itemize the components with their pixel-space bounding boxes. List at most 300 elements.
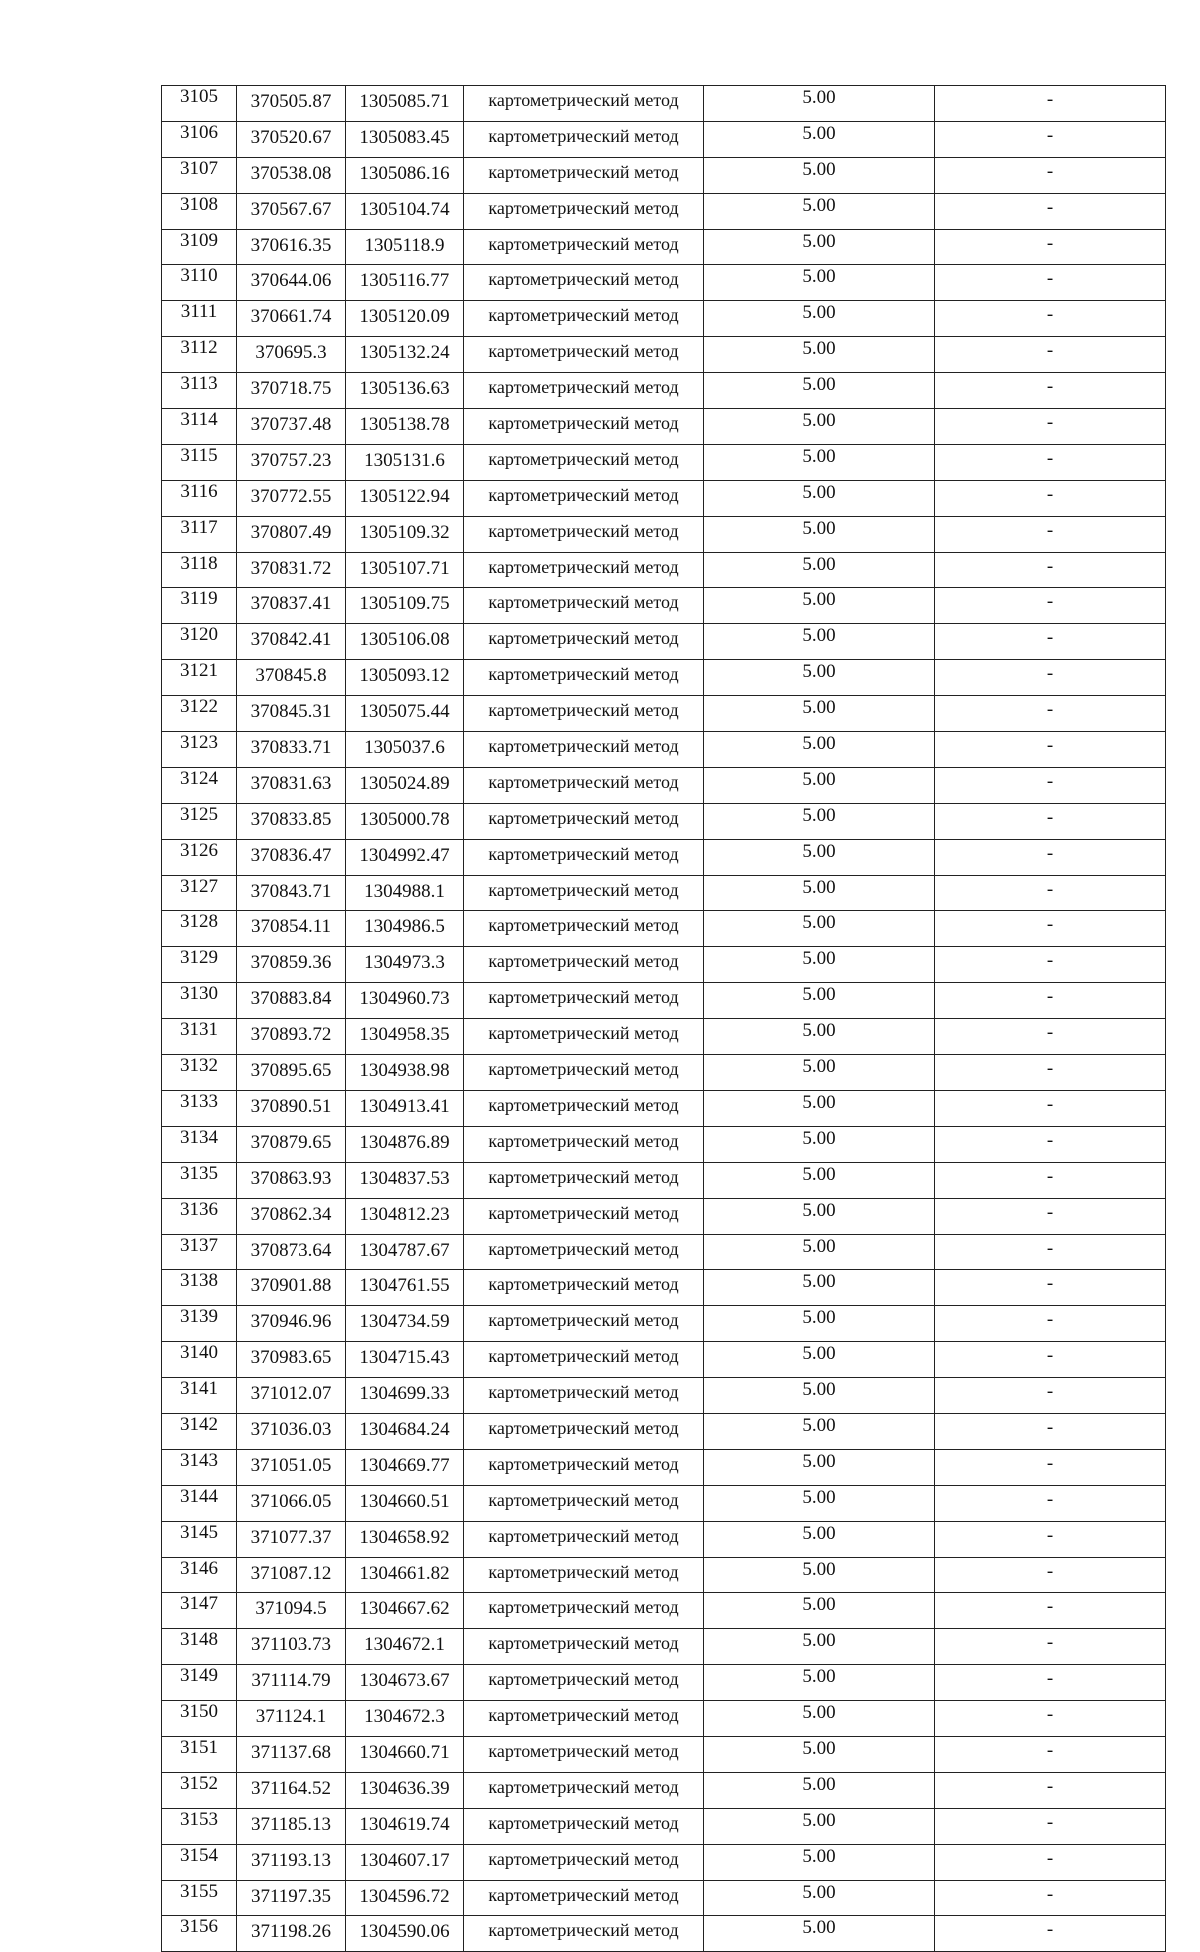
y-coordinate-cell: 1304660.51 bbox=[346, 1485, 464, 1521]
method-cell: картометрический метод bbox=[464, 803, 704, 839]
method-cell: картометрический метод bbox=[464, 1665, 704, 1701]
x-coordinate-cell: 370845.31 bbox=[237, 696, 346, 732]
description-cell: - bbox=[935, 624, 1166, 660]
point-number-cell: 3146 bbox=[162, 1557, 237, 1593]
point-number-cell: 3128 bbox=[162, 911, 237, 947]
x-coordinate-cell: 370807.49 bbox=[237, 516, 346, 552]
point-number-cell: 3137 bbox=[162, 1234, 237, 1270]
point-number-cell: 3153 bbox=[162, 1808, 237, 1844]
method-cell: картометрический метод bbox=[464, 1378, 704, 1414]
x-coordinate-cell: 370831.72 bbox=[237, 552, 346, 588]
method-cell: картометрический метод bbox=[464, 1306, 704, 1342]
accuracy-cell: 5.00 bbox=[704, 1629, 935, 1665]
point-number-cell: 3131 bbox=[162, 1019, 237, 1055]
y-coordinate-cell: 1304669.77 bbox=[346, 1449, 464, 1485]
table-row bbox=[162, 1485, 1166, 1521]
y-coordinate-cell: 1305106.08 bbox=[346, 624, 464, 660]
point-number-cell: 3156 bbox=[162, 1916, 237, 1952]
table-row bbox=[162, 1449, 1166, 1485]
description-cell: - bbox=[935, 696, 1166, 732]
point-number-cell: 3148 bbox=[162, 1629, 237, 1665]
method-cell: картометрический метод bbox=[464, 337, 704, 373]
point-number-cell: 3140 bbox=[162, 1342, 237, 1378]
y-coordinate-cell: 1304960.73 bbox=[346, 983, 464, 1019]
x-coordinate-cell: 370837.41 bbox=[237, 588, 346, 624]
description-cell: - bbox=[935, 1808, 1166, 1844]
x-coordinate-cell: 370737.48 bbox=[237, 409, 346, 445]
x-coordinate-cell: 371036.03 bbox=[237, 1413, 346, 1449]
y-coordinate-cell: 1305138.78 bbox=[346, 409, 464, 445]
accuracy-cell: 5.00 bbox=[704, 409, 935, 445]
x-coordinate-cell: 370859.36 bbox=[237, 947, 346, 983]
y-coordinate-cell: 1304658.92 bbox=[346, 1521, 464, 1557]
accuracy-cell: 5.00 bbox=[704, 1198, 935, 1234]
description-cell: - bbox=[935, 193, 1166, 229]
accuracy-cell: 5.00 bbox=[704, 337, 935, 373]
accuracy-cell: 5.00 bbox=[704, 1162, 935, 1198]
point-number-cell: 3147 bbox=[162, 1593, 237, 1629]
accuracy-cell: 5.00 bbox=[704, 660, 935, 696]
point-number-cell: 3114 bbox=[162, 409, 237, 445]
y-coordinate-cell: 1304661.82 bbox=[346, 1557, 464, 1593]
description-cell: - bbox=[935, 301, 1166, 337]
y-coordinate-cell: 1305136.63 bbox=[346, 373, 464, 409]
description-cell: - bbox=[935, 1916, 1166, 1952]
accuracy-cell: 5.00 bbox=[704, 1808, 935, 1844]
point-number-cell: 3117 bbox=[162, 516, 237, 552]
method-cell: картометрический метод bbox=[464, 1413, 704, 1449]
point-number-cell: 3151 bbox=[162, 1736, 237, 1772]
table-row bbox=[162, 516, 1166, 552]
point-number-cell: 3110 bbox=[162, 265, 237, 301]
x-coordinate-cell: 370772.55 bbox=[237, 480, 346, 516]
point-number-cell: 3113 bbox=[162, 373, 237, 409]
x-coordinate-cell: 371094.5 bbox=[237, 1593, 346, 1629]
point-number-cell: 3145 bbox=[162, 1521, 237, 1557]
point-number-cell: 3108 bbox=[162, 193, 237, 229]
x-coordinate-cell: 371164.52 bbox=[237, 1772, 346, 1808]
point-number-cell: 3129 bbox=[162, 947, 237, 983]
table-row bbox=[162, 1198, 1166, 1234]
description-cell: - bbox=[935, 552, 1166, 588]
x-coordinate-cell: 370616.35 bbox=[237, 229, 346, 265]
y-coordinate-cell: 1305000.78 bbox=[346, 803, 464, 839]
point-number-cell: 3118 bbox=[162, 552, 237, 588]
point-number-cell: 3130 bbox=[162, 983, 237, 1019]
point-number-cell: 3107 bbox=[162, 157, 237, 193]
accuracy-cell: 5.00 bbox=[704, 301, 935, 337]
description-cell: - bbox=[935, 337, 1166, 373]
method-cell: картометрический метод bbox=[464, 1521, 704, 1557]
method-cell: картометрический метод bbox=[464, 1162, 704, 1198]
y-coordinate-cell: 1304938.98 bbox=[346, 1055, 464, 1091]
y-coordinate-cell: 1304590.06 bbox=[346, 1916, 464, 1952]
method-cell: картометрический метод bbox=[464, 1090, 704, 1126]
method-cell: картометрический метод bbox=[464, 588, 704, 624]
method-cell: картометрический метод bbox=[464, 767, 704, 803]
point-number-cell: 3120 bbox=[162, 624, 237, 660]
point-number-cell: 3135 bbox=[162, 1162, 237, 1198]
accuracy-cell: 5.00 bbox=[704, 1378, 935, 1414]
y-coordinate-cell: 1304958.35 bbox=[346, 1019, 464, 1055]
table-row bbox=[162, 409, 1166, 445]
point-number-cell: 3121 bbox=[162, 660, 237, 696]
description-cell: - bbox=[935, 1342, 1166, 1378]
point-number-cell: 3123 bbox=[162, 732, 237, 768]
description-cell: - bbox=[935, 875, 1166, 911]
description-cell: - bbox=[935, 1880, 1166, 1916]
description-cell: - bbox=[935, 1126, 1166, 1162]
description-cell: - bbox=[935, 373, 1166, 409]
y-coordinate-cell: 1305075.44 bbox=[346, 696, 464, 732]
method-cell: картометрический метод bbox=[464, 373, 704, 409]
x-coordinate-cell: 371124.1 bbox=[237, 1701, 346, 1737]
accuracy-cell: 5.00 bbox=[704, 121, 935, 157]
method-cell: картометрический метод bbox=[464, 911, 704, 947]
table-row bbox=[162, 1234, 1166, 1270]
y-coordinate-cell: 1304734.59 bbox=[346, 1306, 464, 1342]
accuracy-cell: 5.00 bbox=[704, 1342, 935, 1378]
point-number-cell: 3133 bbox=[162, 1090, 237, 1126]
accuracy-cell: 5.00 bbox=[704, 552, 935, 588]
accuracy-cell: 5.00 bbox=[704, 983, 935, 1019]
point-number-cell: 3134 bbox=[162, 1126, 237, 1162]
accuracy-cell: 5.00 bbox=[704, 1557, 935, 1593]
table-row bbox=[162, 480, 1166, 516]
table-row bbox=[162, 1342, 1166, 1378]
accuracy-cell: 5.00 bbox=[704, 1521, 935, 1557]
accuracy-cell: 5.00 bbox=[704, 229, 935, 265]
description-cell: - bbox=[935, 1306, 1166, 1342]
point-number-cell: 3144 bbox=[162, 1485, 237, 1521]
method-cell: картометрический метод bbox=[464, 1772, 704, 1808]
description-cell: - bbox=[935, 229, 1166, 265]
x-coordinate-cell: 370879.65 bbox=[237, 1126, 346, 1162]
y-coordinate-cell: 1305085.71 bbox=[346, 86, 464, 122]
x-coordinate-cell: 370757.23 bbox=[237, 444, 346, 480]
description-cell: - bbox=[935, 1198, 1166, 1234]
point-number-cell: 3106 bbox=[162, 121, 237, 157]
method-cell: картометрический метод bbox=[464, 193, 704, 229]
y-coordinate-cell: 1305107.71 bbox=[346, 552, 464, 588]
accuracy-cell: 5.00 bbox=[704, 1234, 935, 1270]
description-cell: - bbox=[935, 86, 1166, 122]
table-row bbox=[162, 1090, 1166, 1126]
table-row bbox=[162, 1593, 1166, 1629]
point-number-cell: 3152 bbox=[162, 1772, 237, 1808]
description-cell: - bbox=[935, 767, 1166, 803]
table-row bbox=[162, 1019, 1166, 1055]
method-cell: картометрический метод bbox=[464, 732, 704, 768]
y-coordinate-cell: 1304837.53 bbox=[346, 1162, 464, 1198]
table-row bbox=[162, 1629, 1166, 1665]
y-coordinate-cell: 1304667.62 bbox=[346, 1593, 464, 1629]
table-row bbox=[162, 373, 1166, 409]
x-coordinate-cell: 371198.26 bbox=[237, 1916, 346, 1952]
description-cell: - bbox=[935, 121, 1166, 157]
method-cell: картометрический метод bbox=[464, 696, 704, 732]
table-row bbox=[162, 1306, 1166, 1342]
accuracy-cell: 5.00 bbox=[704, 1772, 935, 1808]
point-number-cell: 3155 bbox=[162, 1880, 237, 1916]
method-cell: картометрический метод bbox=[464, 1342, 704, 1378]
x-coordinate-cell: 370893.72 bbox=[237, 1019, 346, 1055]
description-cell: - bbox=[935, 1162, 1166, 1198]
table-row bbox=[162, 1557, 1166, 1593]
method-cell: картометрический метод bbox=[464, 1701, 704, 1737]
y-coordinate-cell: 1305131.6 bbox=[346, 444, 464, 480]
table-row bbox=[162, 337, 1166, 373]
table-row bbox=[162, 732, 1166, 768]
y-coordinate-cell: 1305109.32 bbox=[346, 516, 464, 552]
y-coordinate-cell: 1305104.74 bbox=[346, 193, 464, 229]
method-cell: картометрический метод bbox=[464, 660, 704, 696]
y-coordinate-cell: 1304973.3 bbox=[346, 947, 464, 983]
x-coordinate-cell: 370831.63 bbox=[237, 767, 346, 803]
y-coordinate-cell: 1305083.45 bbox=[346, 121, 464, 157]
accuracy-cell: 5.00 bbox=[704, 1701, 935, 1737]
x-coordinate-cell: 371012.07 bbox=[237, 1378, 346, 1414]
accuracy-cell: 5.00 bbox=[704, 157, 935, 193]
x-coordinate-cell: 370567.67 bbox=[237, 193, 346, 229]
method-cell: картометрический метод bbox=[464, 229, 704, 265]
x-coordinate-cell: 370845.8 bbox=[237, 660, 346, 696]
x-coordinate-cell: 370843.71 bbox=[237, 875, 346, 911]
accuracy-cell: 5.00 bbox=[704, 1485, 935, 1521]
point-number-cell: 3150 bbox=[162, 1701, 237, 1737]
table-row bbox=[162, 1772, 1166, 1808]
table-row bbox=[162, 803, 1166, 839]
table-row bbox=[162, 1126, 1166, 1162]
method-cell: картометрический метод bbox=[464, 839, 704, 875]
table-row bbox=[162, 121, 1166, 157]
description-cell: - bbox=[935, 409, 1166, 445]
method-cell: картометрический метод bbox=[464, 1593, 704, 1629]
description-cell: - bbox=[935, 839, 1166, 875]
table-row bbox=[162, 696, 1166, 732]
x-coordinate-cell: 370836.47 bbox=[237, 839, 346, 875]
table-row bbox=[162, 1162, 1166, 1198]
table-row bbox=[162, 1270, 1166, 1306]
method-cell: картометрический метод bbox=[464, 947, 704, 983]
method-cell: картометрический метод bbox=[464, 409, 704, 445]
y-coordinate-cell: 1304715.43 bbox=[346, 1342, 464, 1378]
description-cell: - bbox=[935, 1629, 1166, 1665]
table-row bbox=[162, 157, 1166, 193]
method-cell: картометрический метод bbox=[464, 624, 704, 660]
table-row bbox=[162, 1844, 1166, 1880]
accuracy-cell: 5.00 bbox=[704, 86, 935, 122]
accuracy-cell: 5.00 bbox=[704, 1306, 935, 1342]
point-number-cell: 3139 bbox=[162, 1306, 237, 1342]
description-cell: - bbox=[935, 444, 1166, 480]
x-coordinate-cell: 370883.84 bbox=[237, 983, 346, 1019]
table-row bbox=[162, 839, 1166, 875]
y-coordinate-cell: 1304992.47 bbox=[346, 839, 464, 875]
description-cell: - bbox=[935, 1701, 1166, 1737]
y-coordinate-cell: 1305116.77 bbox=[346, 265, 464, 301]
accuracy-cell: 5.00 bbox=[704, 1090, 935, 1126]
table-row bbox=[162, 1055, 1166, 1091]
y-coordinate-cell: 1304699.33 bbox=[346, 1378, 464, 1414]
point-number-cell: 3127 bbox=[162, 875, 237, 911]
table-row bbox=[162, 1521, 1166, 1557]
description-cell: - bbox=[935, 1019, 1166, 1055]
table-row bbox=[162, 86, 1166, 122]
y-coordinate-cell: 1304876.89 bbox=[346, 1126, 464, 1162]
y-coordinate-cell: 1304812.23 bbox=[346, 1198, 464, 1234]
description-cell: - bbox=[935, 1413, 1166, 1449]
description-cell: - bbox=[935, 480, 1166, 516]
accuracy-cell: 5.00 bbox=[704, 480, 935, 516]
accuracy-cell: 5.00 bbox=[704, 947, 935, 983]
table-row bbox=[162, 1916, 1166, 1952]
accuracy-cell: 5.00 bbox=[704, 1844, 935, 1880]
description-cell: - bbox=[935, 1557, 1166, 1593]
point-number-cell: 3126 bbox=[162, 839, 237, 875]
method-cell: картометрический метод bbox=[464, 301, 704, 337]
x-coordinate-cell: 371051.05 bbox=[237, 1449, 346, 1485]
method-cell: картометрический метод bbox=[464, 1880, 704, 1916]
point-number-cell: 3141 bbox=[162, 1378, 237, 1414]
method-cell: картометрический метод bbox=[464, 1485, 704, 1521]
accuracy-cell: 5.00 bbox=[704, 444, 935, 480]
table-row bbox=[162, 947, 1166, 983]
table-row bbox=[162, 444, 1166, 480]
method-cell: картометрический метод bbox=[464, 1126, 704, 1162]
point-number-cell: 3125 bbox=[162, 803, 237, 839]
y-coordinate-cell: 1304988.1 bbox=[346, 875, 464, 911]
description-cell: - bbox=[935, 157, 1166, 193]
method-cell: картометрический метод bbox=[464, 1916, 704, 1952]
point-number-cell: 3142 bbox=[162, 1413, 237, 1449]
table-row bbox=[162, 229, 1166, 265]
y-coordinate-cell: 1305093.12 bbox=[346, 660, 464, 696]
point-number-cell: 3136 bbox=[162, 1198, 237, 1234]
table-row bbox=[162, 660, 1166, 696]
point-number-cell: 3143 bbox=[162, 1449, 237, 1485]
point-number-cell: 3132 bbox=[162, 1055, 237, 1091]
accuracy-cell: 5.00 bbox=[704, 1055, 935, 1091]
description-cell: - bbox=[935, 1055, 1166, 1091]
method-cell: картометрический метод bbox=[464, 1736, 704, 1772]
table-row bbox=[162, 1808, 1166, 1844]
y-coordinate-cell: 1304672.1 bbox=[346, 1629, 464, 1665]
y-coordinate-cell: 1304673.67 bbox=[346, 1665, 464, 1701]
y-coordinate-cell: 1305120.09 bbox=[346, 301, 464, 337]
y-coordinate-cell: 1304636.39 bbox=[346, 1772, 464, 1808]
table-row bbox=[162, 983, 1166, 1019]
y-coordinate-cell: 1304761.55 bbox=[346, 1270, 464, 1306]
description-cell: - bbox=[935, 1772, 1166, 1808]
method-cell: картометрический метод bbox=[464, 1198, 704, 1234]
method-cell: картометрический метод bbox=[464, 1844, 704, 1880]
accuracy-cell: 5.00 bbox=[704, 516, 935, 552]
description-cell: - bbox=[935, 1736, 1166, 1772]
x-coordinate-cell: 370842.41 bbox=[237, 624, 346, 660]
x-coordinate-cell: 371137.68 bbox=[237, 1736, 346, 1772]
method-cell: картометрический метод bbox=[464, 1557, 704, 1593]
table-row bbox=[162, 1880, 1166, 1916]
description-cell: - bbox=[935, 588, 1166, 624]
coordinates-table-body bbox=[162, 86, 1166, 1952]
accuracy-cell: 5.00 bbox=[704, 803, 935, 839]
description-cell: - bbox=[935, 1449, 1166, 1485]
table-row bbox=[162, 588, 1166, 624]
y-coordinate-cell: 1305109.75 bbox=[346, 588, 464, 624]
x-coordinate-cell: 370661.74 bbox=[237, 301, 346, 337]
accuracy-cell: 5.00 bbox=[704, 1916, 935, 1952]
method-cell: картометрический метод bbox=[464, 1449, 704, 1485]
x-coordinate-cell: 370718.75 bbox=[237, 373, 346, 409]
method-cell: картометрический метод bbox=[464, 444, 704, 480]
point-number-cell: 3112 bbox=[162, 337, 237, 373]
accuracy-cell: 5.00 bbox=[704, 1880, 935, 1916]
table-row bbox=[162, 875, 1166, 911]
x-coordinate-cell: 370862.34 bbox=[237, 1198, 346, 1234]
accuracy-cell: 5.00 bbox=[704, 193, 935, 229]
x-coordinate-cell: 370854.11 bbox=[237, 911, 346, 947]
table-row bbox=[162, 1378, 1166, 1414]
x-coordinate-cell: 370895.65 bbox=[237, 1055, 346, 1091]
y-coordinate-cell: 1304596.72 bbox=[346, 1880, 464, 1916]
accuracy-cell: 5.00 bbox=[704, 732, 935, 768]
x-coordinate-cell: 370890.51 bbox=[237, 1090, 346, 1126]
accuracy-cell: 5.00 bbox=[704, 373, 935, 409]
coordinates-table bbox=[161, 85, 1166, 1952]
x-coordinate-cell: 371066.05 bbox=[237, 1485, 346, 1521]
accuracy-cell: 5.00 bbox=[704, 1449, 935, 1485]
x-coordinate-cell: 370520.67 bbox=[237, 121, 346, 157]
description-cell: - bbox=[935, 947, 1166, 983]
y-coordinate-cell: 1304787.67 bbox=[346, 1234, 464, 1270]
point-number-cell: 3109 bbox=[162, 229, 237, 265]
description-cell: - bbox=[935, 983, 1166, 1019]
table-row bbox=[162, 1701, 1166, 1737]
x-coordinate-cell: 371185.13 bbox=[237, 1808, 346, 1844]
x-coordinate-cell: 370505.87 bbox=[237, 86, 346, 122]
table-row bbox=[162, 193, 1166, 229]
description-cell: - bbox=[935, 1270, 1166, 1306]
table-row bbox=[162, 624, 1166, 660]
x-coordinate-cell: 370863.93 bbox=[237, 1162, 346, 1198]
y-coordinate-cell: 1304672.3 bbox=[346, 1701, 464, 1737]
description-cell: - bbox=[935, 732, 1166, 768]
description-cell: - bbox=[935, 1665, 1166, 1701]
x-coordinate-cell: 370983.65 bbox=[237, 1342, 346, 1378]
x-coordinate-cell: 370946.96 bbox=[237, 1306, 346, 1342]
point-number-cell: 3105 bbox=[162, 86, 237, 122]
method-cell: картометрический метод bbox=[464, 1270, 704, 1306]
accuracy-cell: 5.00 bbox=[704, 875, 935, 911]
accuracy-cell: 5.00 bbox=[704, 588, 935, 624]
method-cell: картометрический метод bbox=[464, 1019, 704, 1055]
x-coordinate-cell: 371087.12 bbox=[237, 1557, 346, 1593]
x-coordinate-cell: 370833.85 bbox=[237, 803, 346, 839]
description-cell: - bbox=[935, 1521, 1166, 1557]
accuracy-cell: 5.00 bbox=[704, 1593, 935, 1629]
method-cell: картометрический метод bbox=[464, 875, 704, 911]
x-coordinate-cell: 370833.71 bbox=[237, 732, 346, 768]
point-number-cell: 3115 bbox=[162, 444, 237, 480]
table-row bbox=[162, 301, 1166, 337]
x-coordinate-cell: 370873.64 bbox=[237, 1234, 346, 1270]
point-number-cell: 3119 bbox=[162, 588, 237, 624]
point-number-cell: 3122 bbox=[162, 696, 237, 732]
accuracy-cell: 5.00 bbox=[704, 1019, 935, 1055]
y-coordinate-cell: 1304684.24 bbox=[346, 1413, 464, 1449]
method-cell: картометрический метод bbox=[464, 516, 704, 552]
